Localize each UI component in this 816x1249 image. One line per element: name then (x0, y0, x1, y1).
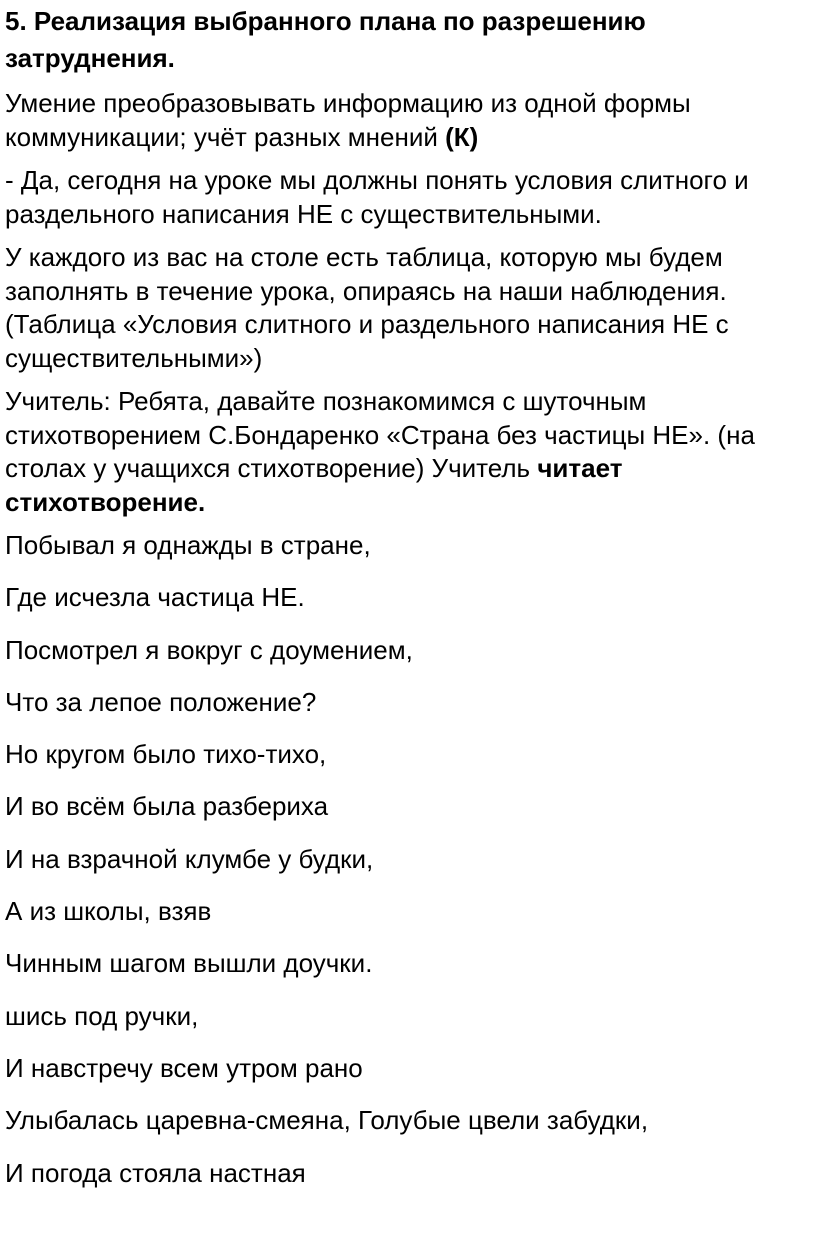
poem-line: Побывал я однажды в стране, (5, 530, 371, 560)
teacher-paragraph (5, 385, 808, 519)
poem-line: И навстречу всем утром рано (5, 1052, 363, 1083)
lesson-goal-paragraph: - Да, сегодня на уроке мы должны понять условия слитного и раздельного написания НЕ с существительными. (5, 165, 749, 229)
poem-line: И во всём была разбериха (5, 791, 329, 822)
poem (5, 519, 808, 1199)
skill-text: Умение преобразовывать информацию из одной формы коммуникации; учёт разных мнений (5, 88, 691, 152)
section-heading: 5. Реализация выбранного плана по разрешению затруднения. (5, 6, 646, 73)
poem-line: Посмотрел я вокруг с доумением, (5, 634, 413, 665)
poem-line: Улыбалась царевна-смеяна, Голубые цвели забудки, (5, 1105, 649, 1136)
teacher-action: читает стихотворение. (5, 453, 623, 517)
poem-line: Но кругом было тихо-тихо, (5, 739, 327, 770)
poem-line: А из школы, взяв (5, 896, 212, 927)
teacher-text: Учитель: Ребята, давайте познакомимся с шуточным стихотворением С.Бондаренко «Страна без частицы НЕ». (на столах у учащихся стихотворение) Учитель (5, 386, 755, 483)
poem-line: И погода стояла настная (5, 1157, 306, 1188)
poem-line: Чинным шагом вышли доучки. (5, 948, 373, 979)
skill-paragraph (5, 87, 808, 154)
poem-line: Что за лепое положение? (5, 686, 317, 717)
poem-line: шись под ручки, (5, 1000, 199, 1031)
table-paragraph: У каждого из вас на столе есть таблица, которую мы будем заполнять в течение урока, опираясь на наши наблюдения. (Таблица «Условия слитного и раздельного написания НЕ с существительными») (5, 242, 729, 373)
poem-line: И на взрачной клумбе у будки, (5, 843, 374, 874)
skill-tag: (К) (445, 121, 479, 152)
poem-line: Где исчезла частица НЕ. (5, 582, 305, 613)
